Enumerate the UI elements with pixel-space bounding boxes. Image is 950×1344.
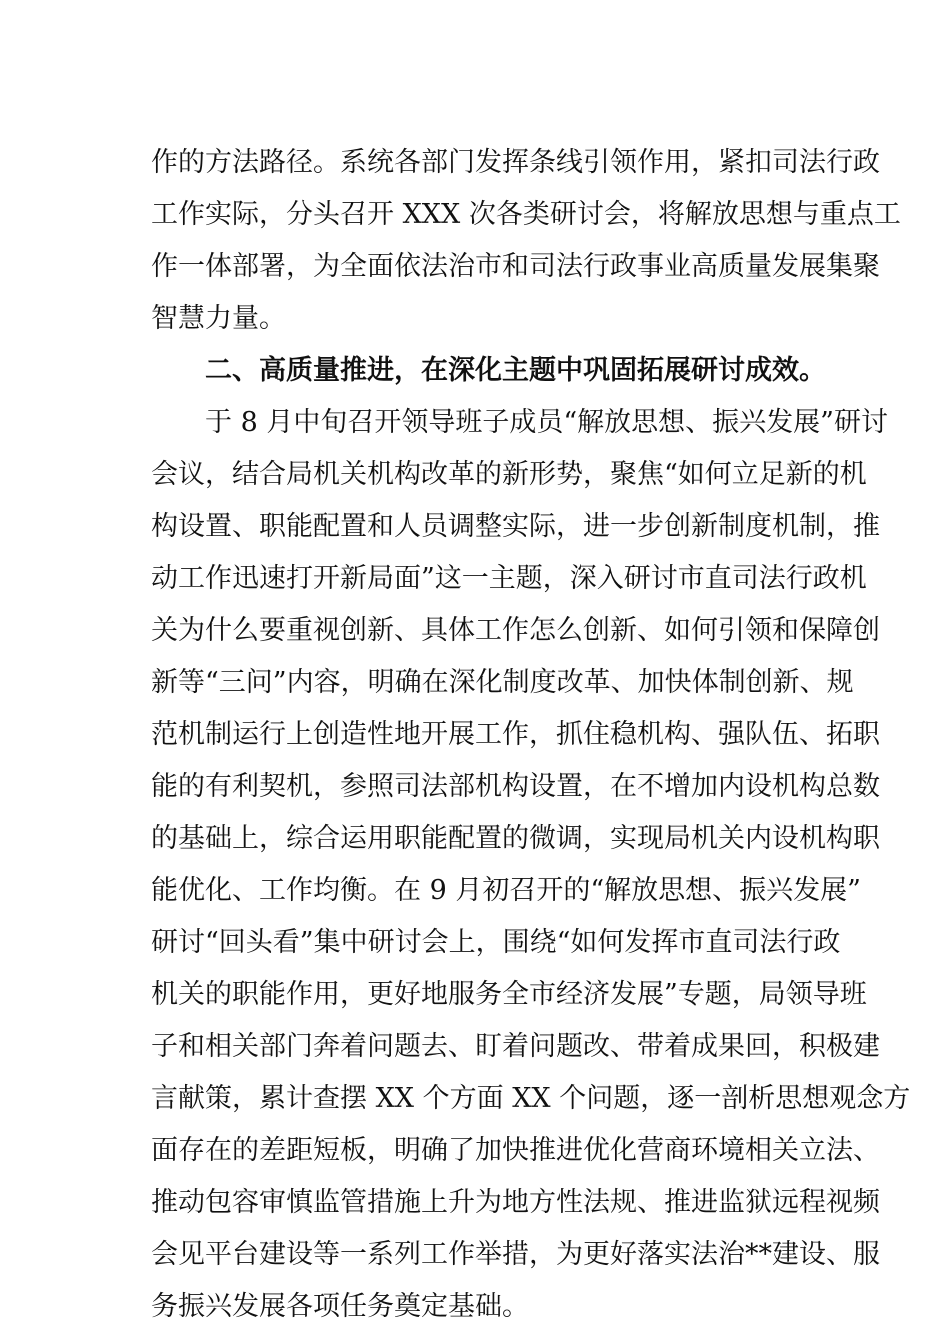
text-line: 新等“三问”内容，明确在深化制度改革、加快体制创新、规 <box>151 667 854 698</box>
text-line: 智慧力量。 <box>151 303 286 334</box>
text-line: 子和相关部门奔着问题去、盯着问题改、带着成果回，积极建 <box>151 1031 880 1062</box>
text-line: 会议，结合局机关机构改革的新形势，聚焦“如何立足新的机 <box>151 459 867 490</box>
text-line: 关为什么要重视创新、具体工作怎么创新、如何引领和保障创 <box>151 615 880 646</box>
text-line: 研讨“回头看”集中研讨会上，围绕“如何发挥市直司法行政 <box>151 927 841 958</box>
text-line: 构设置、职能配置和人员调整实际，进一步创新制度机制，推 <box>151 511 880 542</box>
section-heading: 二、高质量推进，在深化主题中巩固拓展研讨成效。 <box>151 355 826 386</box>
text-line: 面存在的差距短板，明确了加快推进优化营商环境相关立法、 <box>151 1135 880 1166</box>
text-line: 的基础上，综合运用职能配置的微调，实现局机关内设机构职 <box>151 823 880 854</box>
text-line: 言献策，累计查摆 XX 个方面 XX 个问题，逐一剖析思想观念方 <box>151 1083 911 1114</box>
text-line: 机关的职能作用，更好地服务全市经济发展”专题，局领导班 <box>151 979 867 1010</box>
text-line: 动工作迅速打开新局面”这一主题，深入研讨市直司法行政机 <box>151 563 867 594</box>
text-line: 能优化、工作均衡。在 9 月初召开的“解放思想、振兴发展” <box>151 875 861 906</box>
text-line: 于 8 月中旬召开领导班子成员“解放思想、振兴发展”研讨 <box>151 407 888 438</box>
text-line: 能的有利契机，参照司法部机构设置，在不增加内设机构总数 <box>151 771 880 802</box>
text-line: 范机制运行上创造性地开展工作，抓住稳机构、强队伍、拓职 <box>151 719 880 750</box>
text-line: 作一体部署，为全面依法治市和司法行政事业高质量发展集聚 <box>151 251 880 282</box>
text-line: 推动包容审慎监管措施上升为地方性法规、推进监狱远程视频 <box>151 1187 880 1218</box>
text-line: 务振兴发展各项任务奠定基础。 <box>151 1291 529 1322</box>
text-line: 作的方法路径。系统各部门发挥条线引领作用，紧扣司法行政 <box>151 147 880 178</box>
text-line: 会见平台建设等一系列工作举措，为更好落实法治**建设、服 <box>151 1239 880 1270</box>
text-line: 工作实际，分头召开 XXX 次各类研讨会，将解放思想与重点工 <box>151 199 901 230</box>
document-body <box>151 137 911 1333</box>
